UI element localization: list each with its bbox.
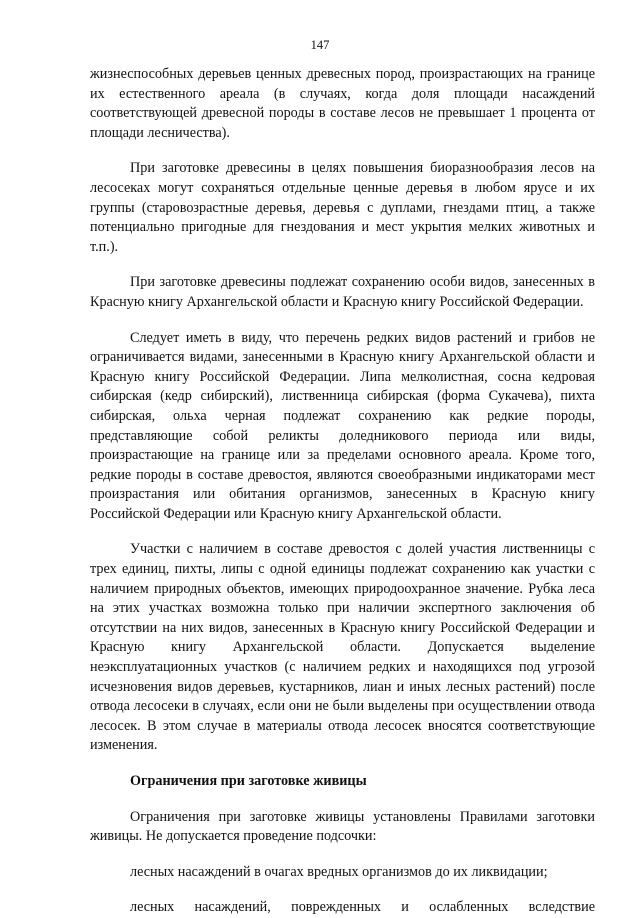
paragraph-rare-species: Следует иметь в виду, что перечень редких видов растений и грибов не ограничивается видами, занесенными в Красную книгу Архангельской области и Красную книгу Российской Федерации. Липа мелколистная, сосна кедровая сибирская (кедр сибирский), лиственница сибирская (форма Сукачева), пихта сибирская, ольха черная подлежат сохранению как редкие породы, представляющие собой реликты доледникового периода или виды, произрастающие на границе или за пределами основного ареала. Кроме того, редкие породы в составе древостоя, являются своеобразными индикаторами мест произрастания или обитания организмов, занесенных в Красную книгу Российской Федерации или Красную книгу Архангельской области. — [90, 329, 595, 522]
list-item-pest-foci: лесных насаждений в очагах вредных организмов до их ликвидации; — [130, 863, 548, 880]
paragraph-continuation: жизнеспособных деревьев ценных древесных пород, произрастающих на границе их естественного ареала (в случаях, когда доля площади насаждений соответствующей древесной породы в составе лесов не превышает 1 процента от площади лесничества). — [90, 66, 595, 141]
list-item-damaged-stands: лесных насаждений, поврежденных и ослабленных вследствие — [130, 899, 595, 916]
paragraph-biodiversity: При заготовке древесины в целях повышения биоразнообразия лесов на лесосеках могут сохраняться отдельные ценные деревья в любом ярусе и их группы (старовозрастные деревья, деревья с дуплами, гнездами птиц, а также потенциально пригодные для гнездования и мест укрытия мелких животных и т.п.). — [90, 160, 595, 255]
page-content — [90, 65, 595, 918]
paragraph-red-book-species: При заготовке древесины подлежат сохранению особи видов, занесенных в Красную книгу Архангельской области и Красную книгу Российской Федерации. — [90, 274, 595, 310]
page-number: 147 — [310, 38, 330, 52]
paragraph-protected-plots: Участки с наличием в составе древостоя с долей участия лиственницы с трех единиц, пихты, липы с одной единицы подлежат сохранению как участки с наличием природных объектов, имеющих природоохранное значение. Рубка леса на этих участках возможна только при наличии экспертного заключения об отсутствии на них видов, занесенных в Красную книгу Российской Федерации и Красную книгу Архангельской области. Допускается выделение неэксплуатационных участков (с наличием редких и находящихся под угрозой исчезновения видов деревьев, кустарников, лиан и иных лесных растений) после отвода лесосеки в случаях, если они не были выделены при осуществлении отвода лесосек. В этом случае в материалы отвода лесосек вносятся соответствующие изменения. — [90, 541, 595, 754]
paragraph-resin-rules: Ограничения при заготовке живицы установлены Правилами заготовки живицы. Не допускается проведение подсочки: — [90, 808, 595, 845]
section-heading: Ограничения при заготовке живицы — [130, 773, 367, 789]
